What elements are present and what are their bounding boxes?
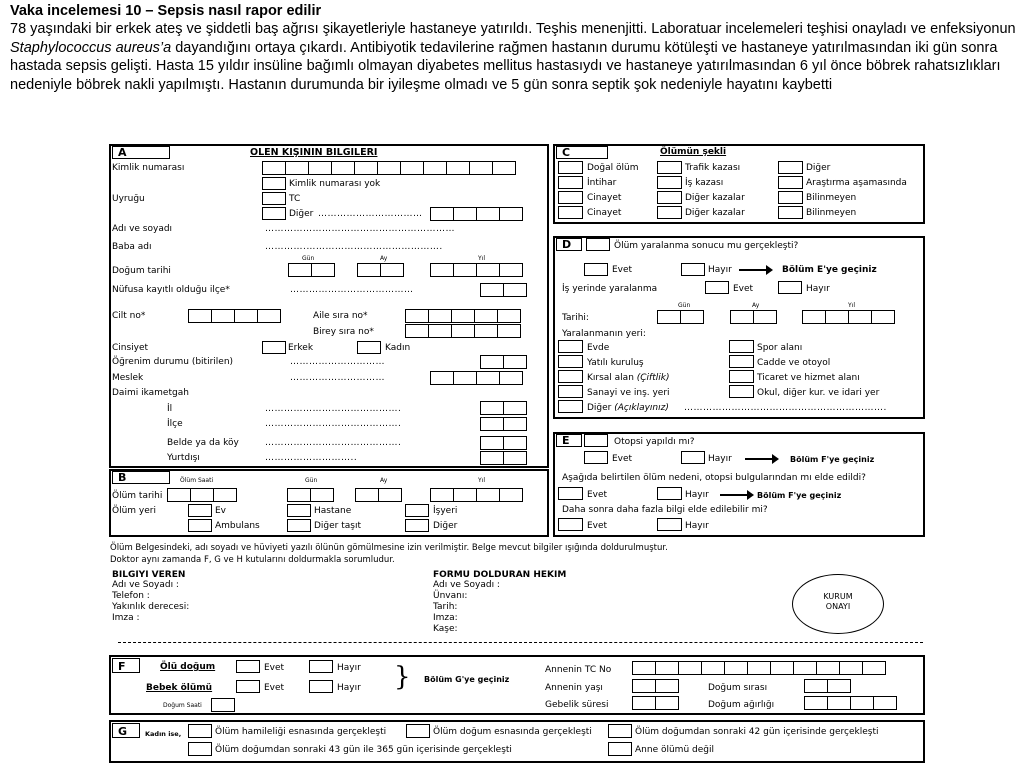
goto-arrow-icon [739, 269, 767, 271]
arastirma-checkbox[interactable] [778, 176, 803, 189]
is-kazasi-label: İş kazası [685, 178, 724, 188]
section-g-tag: G [112, 723, 140, 738]
bebek-olumu-label: Bebek ölümü [146, 683, 213, 693]
injury-hayir-label: Hayır [708, 265, 732, 275]
intihar-label: İntihar [587, 178, 617, 188]
isyeri-label: İşyeri [433, 506, 458, 516]
ambulans-label: Ambulans [215, 521, 260, 531]
d-tarihi-label: Tarihi: [562, 313, 589, 323]
dogum-gun-label: Gün [302, 255, 315, 262]
yatili-checkbox[interactable] [558, 355, 583, 368]
aciklayiniz-text: (Açıklayınız) [614, 403, 669, 413]
cinayet-checkbox-1[interactable] [558, 191, 583, 204]
bv-imza-label: Imza : [112, 613, 140, 623]
diger-kazalar-label-2: Diğer kazalar [685, 208, 745, 218]
evde-checkbox[interactable] [558, 340, 583, 353]
yatili-label: Yatılı kuruluş [587, 358, 644, 368]
g-option-2-label: Ölüm doğum esnasında gerçekleşti [433, 727, 592, 737]
g-option-5-checkbox[interactable] [608, 742, 632, 756]
okul-label: Okul, diğer kur. ve idari yer [757, 388, 880, 398]
dogum-yil-cells[interactable] [430, 263, 522, 277]
g-option-2-checkbox[interactable] [406, 724, 430, 738]
intihar-checkbox[interactable] [558, 176, 583, 189]
goto-arrow-icon-2 [745, 458, 773, 460]
isyerinde-evet-label: Evet [733, 284, 754, 294]
otopsi-evet-label: Evet [612, 454, 633, 464]
g-option-1-label: Ölüm hamileliği esnasında gerçekleşti [215, 727, 387, 737]
olum-saati-label: Ölüm Saati [180, 477, 214, 484]
injury-hayir-checkbox[interactable] [681, 263, 705, 276]
isyerinde-hayir-checkbox[interactable] [778, 281, 802, 294]
baba-adi-label: Baba adı [112, 242, 152, 252]
ambulans-checkbox[interactable] [188, 519, 212, 532]
diger-kazalar-checkbox-1[interactable] [657, 191, 682, 204]
g-option-3-checkbox[interactable] [608, 724, 632, 738]
diger-uyruk-cells[interactable] [430, 207, 522, 221]
belde-label: Belde ya da köy [167, 438, 239, 448]
otopsi3-evet-label: Evet [587, 521, 608, 531]
onayi-text: ONAYI [825, 602, 851, 611]
cadde-checkbox[interactable] [729, 355, 754, 368]
bebek-hayir-checkbox[interactable] [309, 680, 333, 693]
goto-g-label: Bölüm G'ye geçiniz [424, 675, 510, 684]
olum-yil-label: Yıl [478, 477, 485, 484]
arastirma-label: Araştırma aşamasında [806, 178, 907, 188]
nufus-dots: ………………………………… [290, 285, 414, 295]
dogum-ay-cells[interactable] [357, 263, 403, 277]
g-option-5-label: Anne ölümü değil [635, 745, 714, 755]
isyerinde-label: İş yerinde yaralanma [562, 284, 658, 294]
formu-dolduran-title: FORMU DOLDURAN HEKIM [433, 570, 567, 580]
declaration-line-1: Ölüm Belgesindeki, adı soyadı ve hüviyeti yazılı ölünün gömülmesine izin verilmiştir. Belge mevcut bilgiler ışığında doldurulmuştur. [110, 543, 668, 553]
kurum-onayi-stamp [792, 574, 884, 634]
otopsi-question: Otopsi yapıldı mı? [614, 437, 695, 447]
fd-imza-label: Imza: [433, 613, 458, 623]
d-gun-cells[interactable] [657, 310, 703, 324]
otopsi-question-checkbox[interactable] [584, 434, 608, 447]
olum-yil-cells[interactable] [430, 488, 522, 502]
kadin-label: Kadın [385, 343, 411, 353]
injury-question-checkbox[interactable] [586, 238, 610, 251]
kirsal-label [587, 373, 669, 384]
bebek-hayir-label: Hayır [337, 683, 361, 693]
baba-adi-dots: ………….……………………………………. [265, 242, 443, 252]
goto-f-label-2: Bölüm F'ye geçiniz [757, 491, 842, 500]
case-title: Vaka incelemesi 10 – Sepsis nasıl rapor edilir [10, 3, 322, 19]
declaration-line-2: Doktor aynı zamanda F, G ve H kutularını doldurmakla sorumludur. [110, 555, 395, 565]
aile-cells[interactable] [405, 309, 520, 323]
diger-yer-label: Diğer [433, 521, 458, 531]
adi-soyadi-dots: …………………………………………………… [265, 224, 455, 234]
ilce-label: İlçe [167, 419, 183, 429]
ciftlik-text: (Çiftlik) [636, 373, 670, 383]
otopsi-hayir-label: Hayır [708, 454, 732, 464]
is-kazasi-checkbox[interactable] [657, 176, 682, 189]
diger-uyruk-checkbox[interactable] [262, 207, 286, 220]
goto-arrow-icon-3 [720, 494, 748, 496]
belde-dots: ……………………………………. [265, 438, 402, 448]
dogal-olum-checkbox[interactable] [558, 161, 583, 174]
otopsi-q3: Daha sonra daha fazla bilgi elde edilebilir mi? [562, 505, 768, 515]
bilinmeyen-checkbox-2[interactable] [778, 206, 803, 219]
d-ay-cells[interactable] [730, 310, 776, 324]
injury-question: Ölüm yaralanma sonucu mu gerçekleşti? [614, 241, 799, 251]
olum-tarihi-label: Ölüm tarihi [112, 491, 163, 501]
d-gun-label: Gün [678, 302, 691, 309]
spor-label: Spor alanı [757, 343, 803, 353]
bebek-evet-checkbox[interactable] [236, 680, 260, 693]
otopsi3-hayir-label: Hayır [685, 521, 709, 531]
diger-tasit-checkbox[interactable] [287, 519, 311, 532]
otopsi3-evet-checkbox[interactable] [558, 518, 583, 531]
g-option-4-label: Ölüm doğumdan sonraki 43 gün ile 365 gün içerisinde gerçekleşti [215, 745, 512, 755]
kimlik-label: Kimlik numarası [112, 163, 185, 173]
olum-ay-cells[interactable] [355, 488, 401, 502]
dogum-saati-label: Doğum Saati [163, 702, 202, 709]
olu-dogum-evet-label: Evet [264, 663, 285, 673]
trafik-label: Trafik kazası [685, 163, 741, 173]
nufus-label: Nüfusa kayıtlı olduğu ilçe* [112, 285, 230, 295]
ogrenim-cells[interactable] [480, 355, 526, 369]
fd-unvan-label: Ünvanı: [433, 591, 468, 601]
adi-soyadi-label: Adı ve soyadı [112, 224, 173, 234]
yurtdisi-cells[interactable] [480, 451, 526, 465]
belde-cells[interactable] [480, 436, 526, 450]
diger-yer-d-dots: ………………………………………………………. [684, 403, 887, 413]
d-yil-label: Yıl [848, 302, 855, 309]
birey-cells[interactable] [405, 324, 520, 338]
section-b-tag: B [112, 471, 170, 484]
cinayet-checkbox-2[interactable] [558, 206, 583, 219]
cinayet-label-1: Cinayet [587, 193, 622, 203]
bv-adi-label: Adı ve Soyadı : [112, 580, 179, 590]
erkek-checkbox[interactable] [262, 341, 286, 354]
ev-label: Ev [215, 506, 227, 516]
ilce-cells[interactable] [480, 417, 526, 431]
dogum-sirasi-label: Doğum sırası [708, 683, 768, 693]
cut-line [118, 642, 923, 643]
d-ay-label: Ay [752, 302, 760, 309]
injury-evet-label: Evet [612, 265, 633, 275]
otopsi2-evet-label: Evet [587, 490, 608, 500]
bv-telefon-label: Telefon : [112, 591, 150, 601]
olu-dogum-hayir-checkbox[interactable] [309, 660, 333, 673]
dogal-olum-label: Doğal ölüm [587, 163, 639, 173]
cinayet-label-2: Cinayet [587, 208, 622, 218]
section-e-box [553, 432, 925, 537]
olu-dogum-evet-checkbox[interactable] [236, 660, 260, 673]
yurtdisi-dots: ……………………….. [265, 453, 358, 463]
meslek-cells[interactable] [430, 371, 522, 385]
diger-kazalar-checkbox-2[interactable] [657, 206, 682, 219]
otopsi3-hayir-checkbox[interactable] [657, 518, 682, 531]
dogum-ay-label: Ay [380, 255, 388, 262]
kimlik-number-cells[interactable] [262, 161, 515, 175]
ogrenim-dots: ………………………… [290, 357, 385, 367]
goto-f-label: Bölüm F'ye geçiniz [790, 455, 875, 464]
bilinmeyen-label-2: Bilinmeyen [806, 208, 857, 218]
bilinmeyen-checkbox-1[interactable] [778, 191, 803, 204]
dogum-gun-cells[interactable] [288, 263, 334, 277]
cilt-label: Cilt no* [112, 311, 146, 321]
otopsi-evet-checkbox[interactable] [584, 451, 608, 464]
diger-sekil-label: Diğer [806, 163, 831, 173]
isyerinde-evet-checkbox[interactable] [705, 281, 729, 294]
diger-yer-d-checkbox[interactable] [558, 400, 583, 413]
yer-label: Yaralanmanın yeri: [562, 329, 646, 339]
case-text-2: dayandığını ortaya çıkardı. Antibiyotik tedavilerine rağmen hastanın durumu kötüleşti ve hastaneye yatırılmasından iki gün sonra hastada sepsis gelişti. Hasta 15 yıldır insüline bağımlı olmayan diyabetes mellitus hastasıydı ve hastaneye yatırılmasından 6 yıl önce böbrek rahatsızlıkları nedeniyle böbrek nakli yapılmıştı. Hastanın durumunda bir iyileşme olmadı ve 5 gün sonra septik şok nedeniyle hayatını kaybetti [10, 39, 1001, 93]
cadde-label: Cadde ve otoyol [757, 358, 831, 368]
ticaret-checkbox[interactable] [729, 370, 754, 383]
injury-evet-checkbox[interactable] [584, 263, 608, 276]
evde-label: Evde [587, 343, 610, 353]
olum-yeri-label: Ölüm yeri [112, 506, 156, 516]
hastane-checkbox[interactable] [287, 504, 311, 517]
g-option-3-label: Ölüm doğumdan sonraki 42 gün içerisinde gerçekleşti [635, 727, 879, 737]
anne-yas-cells[interactable] [632, 679, 678, 693]
case-text-1: 78 yaşındaki bir erkek ateş ve şiddetli baş ağrısı şikayetleriyle hastaneye yatırıldı. Teşhis menenjitti. Laboratuar incelemeleri teşhisi onayladı ve enfeksiyonun [10, 21, 1016, 38]
diger-text: Diğer [587, 403, 615, 413]
brace-icon: } [394, 662, 411, 692]
dogum-saati-cells[interactable] [211, 698, 234, 712]
diger-tasit-label: Diğer taşıt [314, 521, 362, 531]
gebelik-cells[interactable] [632, 696, 678, 710]
otopsi2-hayir-label: Hayır [685, 490, 709, 500]
otopsi-hayir-checkbox[interactable] [681, 451, 705, 464]
ev-checkbox[interactable] [188, 504, 212, 517]
diger-uyruk-dots: …………………………… [318, 209, 423, 219]
dogum-agirligi-label: Doğum ağırlığı [708, 700, 775, 710]
aile-label: Aile sıra no* [313, 311, 368, 321]
diger-yer-checkbox[interactable] [405, 519, 429, 532]
olum-saat-cells[interactable] [167, 488, 236, 502]
sanayi-label: Sanayi ve inş. yeri [587, 388, 670, 398]
ogrenim-label: Öğrenim durumu (bitirilen) [112, 357, 234, 367]
fd-adi-label: Adı ve Soyadı : [433, 580, 500, 590]
section-f-tag: F [112, 658, 140, 673]
otopsi-q2: Aşağıda belirtilen ölüm nedeni, otopsi bulgularından mı elde edildi? [562, 473, 866, 483]
kurum-text: KURUM [823, 592, 853, 601]
okul-checkbox[interactable] [729, 385, 754, 398]
dogum-sirasi-cells[interactable] [804, 679, 850, 693]
dogum-tarihi-label: Doğum tarihi [112, 266, 171, 276]
bilinmeyen-label-1: Bilinmeyen [806, 193, 857, 203]
section-a-title: OLEN KIŞININ BILGILERI [250, 147, 378, 158]
sanayi-checkbox[interactable] [558, 385, 583, 398]
erkek-label: Erkek [288, 343, 314, 353]
nufus-cells[interactable] [480, 283, 526, 297]
section-c-tag: C [556, 146, 608, 159]
dogum-yil-label: Yıl [478, 255, 485, 262]
kirsal-text: Kırsal alan [587, 373, 637, 383]
yurtdisi-label: Yurtdışı [167, 453, 200, 463]
tc-checkbox[interactable] [262, 192, 286, 205]
gebelik-label: Gebelik süresi [545, 700, 609, 710]
d-yil-cells[interactable] [802, 310, 894, 324]
section-a-tag: A [112, 146, 170, 159]
diger-yer-d-label [587, 403, 669, 414]
cilt-cells[interactable] [188, 309, 280, 323]
bv-yakinlik-label: Yakınlık derecesi: [112, 602, 190, 612]
olu-dogum-hayir-label: Hayır [337, 663, 361, 673]
isyerinde-hayir-label: Hayır [806, 284, 830, 294]
otopsi2-hayir-checkbox[interactable] [657, 487, 682, 500]
dogum-agirligi-cells[interactable] [804, 696, 896, 710]
case-text-organism: Staphylococcus aureus’a [10, 39, 172, 56]
daimi-label: Daimi ikametgah [112, 388, 189, 398]
isyeri-checkbox[interactable] [405, 504, 429, 517]
kadin-checkbox[interactable] [357, 341, 381, 354]
uyrugu-label: Uyruğu [112, 194, 145, 204]
birey-label: Birey sıra no* [313, 327, 374, 337]
tc-label: TC [289, 194, 301, 204]
spor-checkbox[interactable] [729, 340, 754, 353]
bebek-evet-label: Evet [264, 683, 285, 693]
meslek-dots: ………………………… [290, 373, 385, 383]
diger-uyruk-label: Diğer [289, 209, 314, 219]
diger-sekil-checkbox[interactable] [778, 161, 803, 174]
trafik-checkbox[interactable] [657, 161, 682, 174]
ilce-dots: ……………………………………. [265, 419, 402, 429]
kirsal-checkbox[interactable] [558, 370, 583, 383]
il-cells[interactable] [480, 401, 526, 415]
section-d-tag: D [556, 238, 582, 251]
anne-yas-label: Annenin yaşı [545, 683, 603, 693]
olum-ay-label: Ay [380, 477, 388, 484]
kimlik-yok-label: Kimlik numarası yok [289, 179, 381, 189]
fd-kase-label: Kaşe: [433, 624, 458, 634]
olum-gun-cells[interactable] [287, 488, 333, 502]
olum-gun-label: Gün [305, 477, 318, 484]
anne-tc-label: Annenin TC No [545, 665, 612, 675]
g-option-1-checkbox[interactable] [188, 724, 212, 738]
kadin-ise-label: Kadın ise, [145, 730, 182, 738]
ticaret-label: Ticaret ve hizmet alanı [757, 373, 860, 383]
fd-tarih-label: Tarih: [433, 602, 458, 612]
meslek-label: Meslek [112, 373, 144, 383]
anne-tc-cells[interactable] [632, 661, 885, 675]
il-dots: ……………………………………. [265, 404, 402, 414]
olu-dogum-label: Ölü doğum [160, 662, 216, 672]
hastane-label: Hastane [314, 506, 352, 516]
otopsi2-evet-checkbox[interactable] [558, 487, 583, 500]
il-label: İl [167, 404, 173, 414]
section-c-title: Ölümün şekli [660, 147, 727, 157]
g-option-4-checkbox[interactable] [188, 742, 212, 756]
goto-e-label: Bölüm E'ye geçiniz [782, 265, 877, 275]
bilgiyi-veren-title: BILGIYI VEREN [112, 570, 186, 580]
section-e-tag: E [556, 434, 582, 447]
kimlik-yok-checkbox[interactable] [262, 177, 286, 190]
diger-kazalar-label-1: Diğer kazalar [685, 193, 745, 203]
cinsiyet-label: Cinsiyet [112, 343, 149, 353]
